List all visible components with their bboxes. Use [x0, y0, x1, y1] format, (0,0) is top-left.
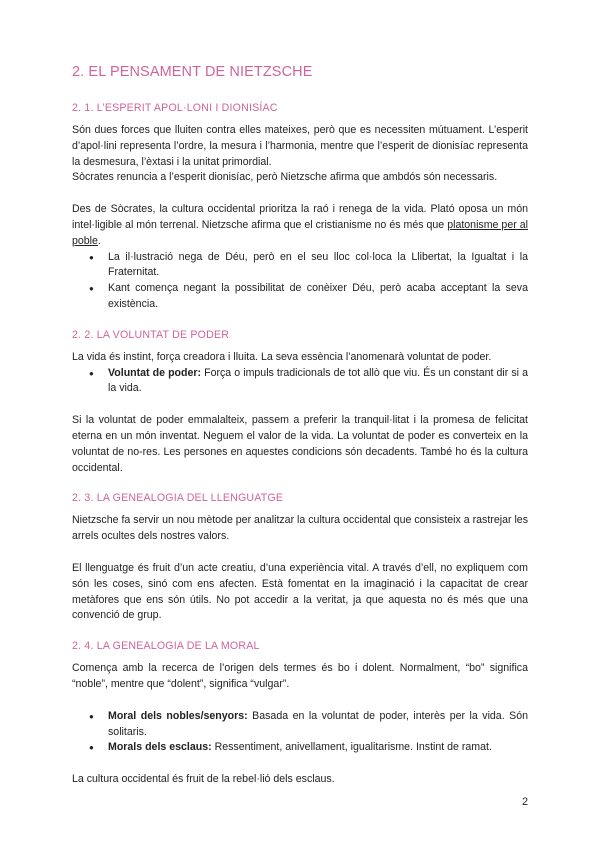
paragraph: Comença amb la recerca de l’origen dels termes és bo i dolent. Normalment, “bo” significa “noble”, mentre que “dolent”, significa “vulgar”. — [72, 662, 528, 690]
bullet-list — [72, 709, 528, 756]
paragraph: Des de Sòcrates, la cultura occidental prioritza la raó i renega de la vida. Plató oposa un món intel·ligible al món terrenal. Nietzsche afirma que el cristianisme no és més que platonisme per al poble. — [72, 203, 528, 247]
page-number: 2 — [522, 796, 528, 808]
paragraph: Són dues forces que lluiten contra elles mateixes, però que es necessiten mútuament. L’esperit d’apol·lini representa l’ordre, la mesura i l’harmonia, mentre que l’esperit de dionisíac representa la desmesura, l’èxtasi i la unitat primordial. — [72, 124, 528, 168]
paragraph: Si la voluntat de poder emmalalteix, passem a preferir la tranquil·litat i la promesa de felicitat eterna en un món inventat. Neguem el valor de la vida. La voluntat de poder es converteix en la voluntat de no-res. Les persones en aquestes condicions són decadents. També ho és la cultura occidental. — [72, 414, 528, 474]
paragraph: Sòcrates renuncia a l’esperit dionisíac, però Nietzsche afirma que ambdós són necessaris. — [72, 171, 498, 184]
list-item: ● Kant comença negant la possibilitat de conèixer Déu, però acaba acceptant la seva existència. — [108, 281, 528, 313]
paragraph: La vida és instint, força creadora i lluita. La seva essència l’anomenarà voluntat de poder. — [72, 350, 492, 363]
document-page — [72, 64, 528, 788]
section-heading-4: 2. 4. LA GENEALOGIA DE LA MORAL — [72, 640, 260, 653]
page-title: 2. EL PENSAMENT DE NIETZSCHE — [72, 64, 313, 80]
section-heading-1: 2. 1. L’ESPERIT APOL·LONI I DIONISÍAC — [72, 102, 278, 114]
bullet-list — [72, 250, 528, 313]
paragraph: La cultura occidental és fruit de la rebel·lió dels esclaus. — [72, 773, 335, 786]
bullet-list — [72, 366, 528, 398]
list-item: ● Voluntat de poder: Força o impuls tradicionals de tot allò que viu. És un constant dir si a la vida. — [108, 366, 528, 398]
list-item: ● Moral dels nobles/senyors: Basada en la voluntat de poder, interès per la vida. Són solitaris. — [108, 709, 528, 741]
list-item: ● La il·lustració nega de Déu, però en el seu lloc col·loca la Llibertat, la Igualtat i la Fraternitat. — [108, 250, 528, 282]
section-heading-2: 2. 2. LA VOLUNTAT DE PODER — [72, 328, 230, 341]
section-heading-3: 2. 3. LA GENEALOGIA DEL LLENGUATGE — [72, 492, 284, 505]
paragraph: El llenguatge és fruit d’un acte creatiu, d’una experiència vital. A través d’ell, no expliquem com són les coses, sinó com ens afecten. Està fomentat en la imaginació i la capacitat de crear metàfores que ens són útils. No pot accedir a la veritat, ja que aquesta no és més que una convenció de grup. — [72, 561, 528, 622]
underlined-text: platonisme per al poble — [72, 218, 528, 247]
list-item: ● Morals dels esclaus: Ressentiment, anivellament, igualitarisme. Instint de ramat. — [108, 740, 528, 756]
paragraph: Nietzsche fa servir un nou mètode per analitzar la cultura occidental que consisteix a rastrejar les arrels ocultes dels nostres valors. — [72, 514, 528, 543]
